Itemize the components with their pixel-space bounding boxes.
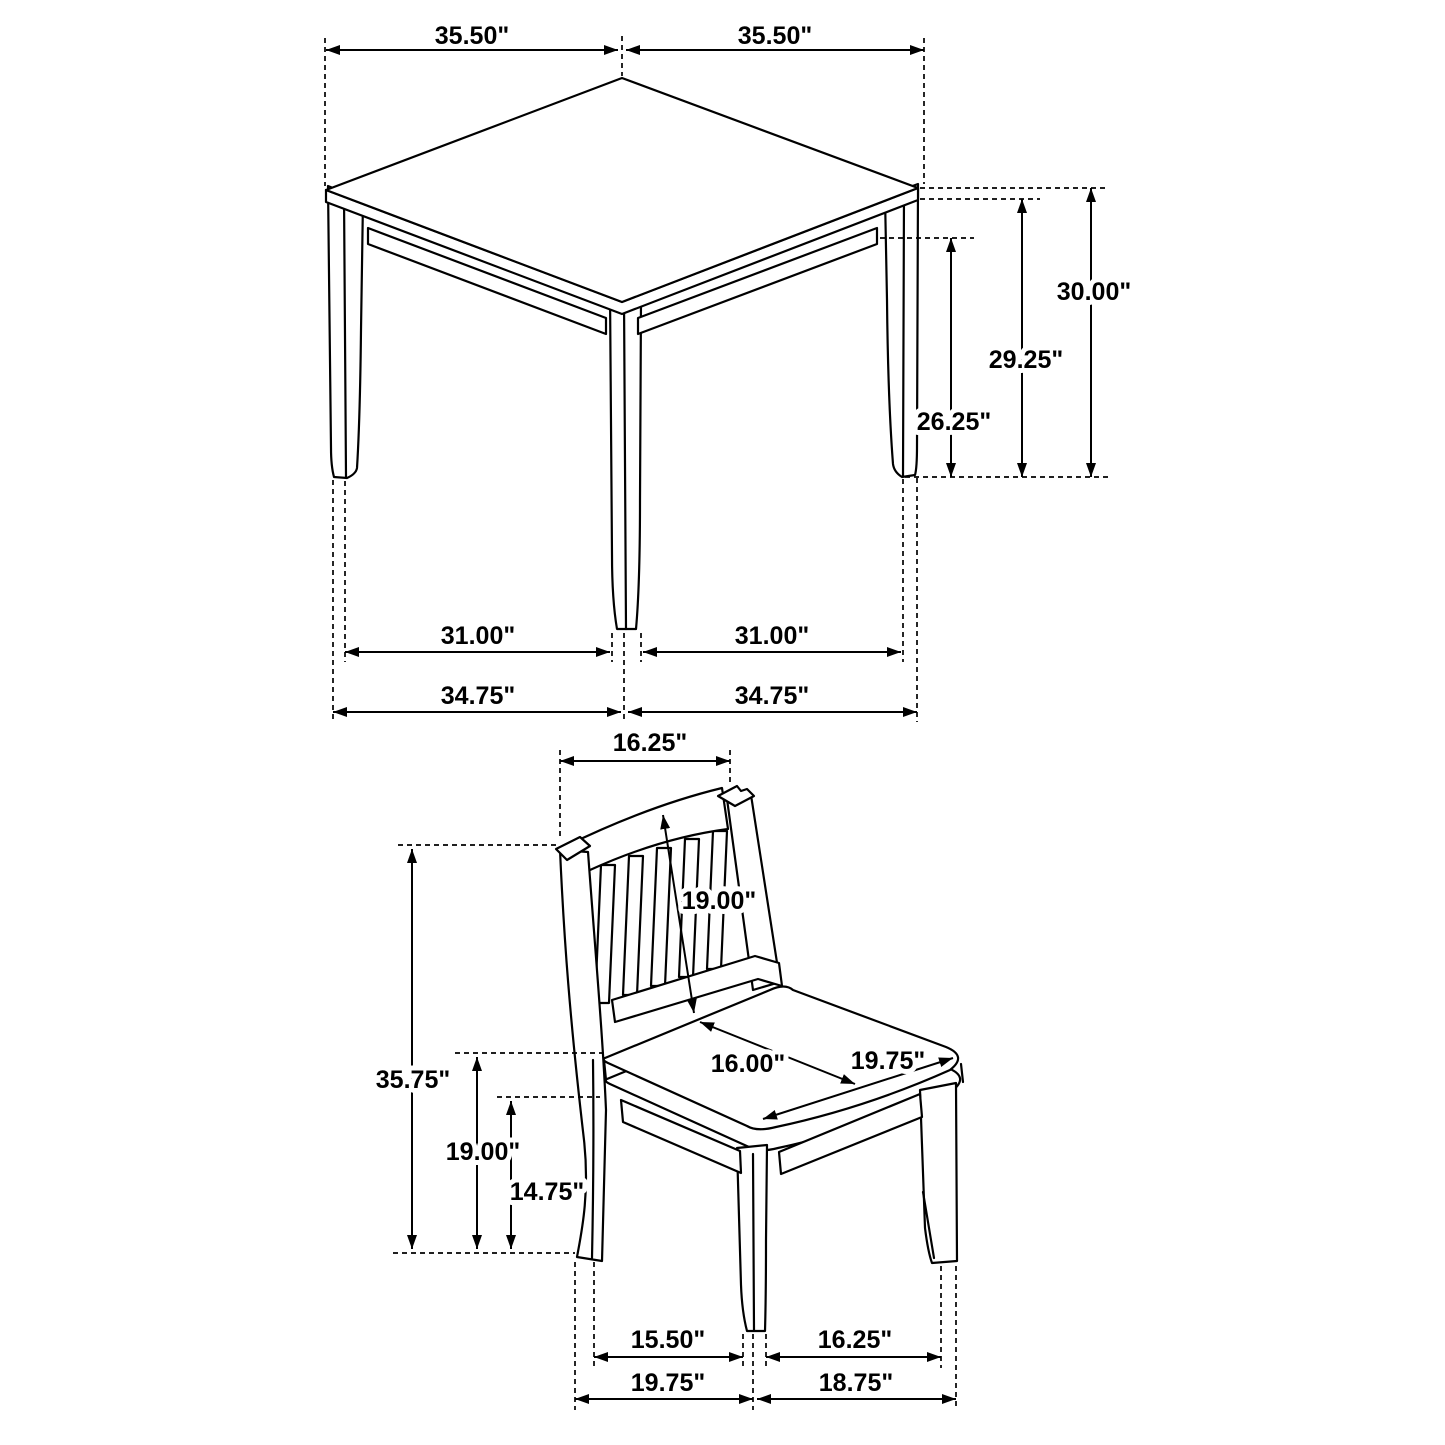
seat-corner-edge-right [961, 1064, 963, 1082]
chair-gap-right-label: 16.25" [817, 1326, 893, 1354]
chair-back-slat [651, 848, 671, 986]
chair-seat-depth-label: 16.00" [710, 1050, 786, 1078]
table-leg-right [885, 184, 918, 477]
chair-back-height-label: 19.00" [681, 887, 757, 915]
table-span31-left-label: 31.00" [440, 622, 516, 650]
chair-back-slat [623, 856, 643, 995]
chair-leg-front-right [920, 1083, 957, 1263]
table-span31-right-label: 31.00" [734, 622, 810, 650]
tabletop-surface [326, 78, 918, 302]
table-height-underapron-label: 26.25" [916, 408, 992, 436]
chair-gap-left-label: 15.50" [630, 1326, 706, 1354]
table-span3475-right-label: 34.75" [734, 682, 810, 710]
chair-base-width-label: 18.75" [818, 1369, 894, 1397]
table-height-undertop-label: 29.25" [988, 346, 1064, 374]
chair-back-width-label: 16.25" [612, 729, 688, 757]
table-drawing [326, 78, 918, 629]
table-span3475-left-label: 34.75" [440, 682, 516, 710]
chair-seat-height-label: 19.00" [445, 1138, 521, 1166]
chair-top-rail [566, 788, 728, 870]
table-top-left-label: 35.50" [434, 22, 510, 50]
chair-seat-width-label: 19.75" [850, 1047, 926, 1075]
chair-leg-front-left-corner-line [753, 1154, 754, 1330]
chair-frame-height-label: 14.75" [509, 1178, 585, 1206]
chair-total-height-label: 35.75" [375, 1066, 451, 1094]
table-top-right-label: 35.50" [737, 22, 813, 50]
table-leg-right-corner-line [903, 192, 904, 476]
table-height-total-label: 30.00" [1056, 278, 1132, 306]
chair-base-depth-label: 19.75" [630, 1369, 706, 1397]
